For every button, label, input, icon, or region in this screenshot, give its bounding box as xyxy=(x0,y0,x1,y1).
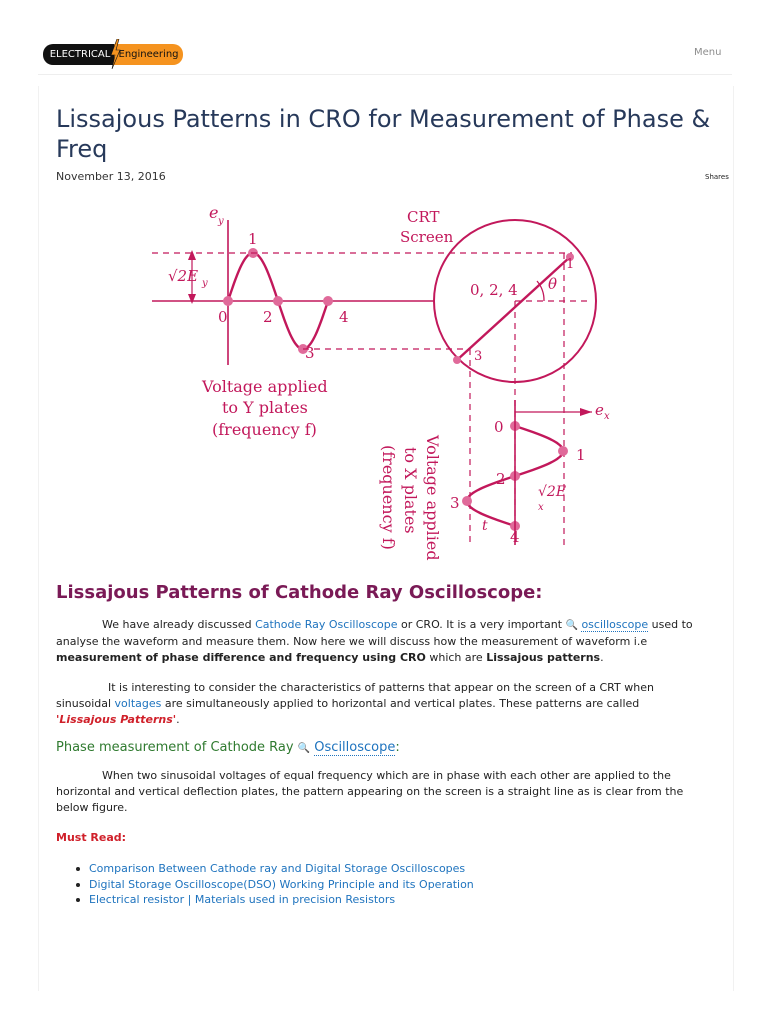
p1-bold-phase: measurement of phase difference and frequency using CRO xyxy=(56,651,426,664)
amplitude-y-subscript: y xyxy=(202,278,208,289)
related-link-3[interactable]: Electrical resistor | Materials used in precision Resistors xyxy=(89,893,396,906)
xwave-point-1 xyxy=(558,446,568,456)
crt-label-line2: Screen xyxy=(400,228,454,246)
lissajous-diagram xyxy=(152,200,612,565)
article-date: November 13, 2016 xyxy=(56,170,166,183)
p1-text-b: or CRO. It is a very important xyxy=(397,618,566,631)
wave-point-2 xyxy=(273,296,283,306)
link-voltages[interactable]: voltages xyxy=(114,697,162,710)
x-plates-label-2: to X plates xyxy=(401,447,420,534)
t-label: t xyxy=(482,518,488,534)
link-oscilloscope[interactable]: oscilloscope xyxy=(581,618,649,631)
crt-point-3 xyxy=(453,356,461,364)
ex-subscript: x xyxy=(604,411,610,422)
x-plates-label-1: Voltage applied xyxy=(423,435,442,561)
arrowhead-right-icon xyxy=(580,408,592,416)
wave-point-0 xyxy=(223,296,233,306)
list-item xyxy=(76,861,474,877)
amplitude-x-label: √2E xyxy=(538,484,567,500)
p1-text-c: used to analyse the waveform and measure them. Now here we will discuss how the measurement of waveform i.e xyxy=(56,618,693,648)
magnifier-icon: 🔍 xyxy=(297,743,311,754)
y-plates-label-2: to Y plates xyxy=(222,398,308,417)
amplitude-x-subscript: x xyxy=(538,502,544,513)
x-plates-label-3: (frequency f) xyxy=(379,445,398,550)
magnifier-icon: 🔍 xyxy=(565,620,578,631)
ey-subscript: y xyxy=(218,216,224,227)
crt-trace-line xyxy=(457,257,570,360)
site-header xyxy=(0,0,768,76)
lightning-bolt-icon xyxy=(109,39,121,69)
crt-label-3: 3 xyxy=(474,349,483,364)
phase-paragraph xyxy=(56,768,696,816)
p2-text-b: are simultaneously applied to horizontal and vertical plates. These patterns are called xyxy=(161,697,640,710)
section-heading: Lissajous Patterns of Cathode Ray Oscilloscope: xyxy=(56,582,543,603)
p1-text-d: which are xyxy=(425,651,487,664)
point-label-3: 3 xyxy=(305,344,315,362)
site-logo[interactable] xyxy=(43,44,183,65)
shares-counter[interactable]: Shares xyxy=(705,173,729,181)
theta-label: θ xyxy=(548,275,558,293)
link-oscilloscope-heading[interactable]: Oscilloscope xyxy=(314,740,396,755)
ex-label: e xyxy=(595,401,604,419)
amplitude-y-label: √2E xyxy=(168,267,199,285)
related-link-2[interactable]: Digital Storage Oscilloscope(DSO) Working Principle and its Operation xyxy=(89,877,474,891)
patterns-paragraph xyxy=(56,680,696,728)
logo-text-engineering: Engineering xyxy=(114,44,183,65)
point-label-1: 1 xyxy=(248,230,258,248)
intro-paragraph xyxy=(56,617,696,666)
wave-point-4 xyxy=(323,296,333,306)
list-item xyxy=(76,892,474,908)
crt-label-line1: CRT xyxy=(407,208,440,226)
xpoint-label-2: 2 xyxy=(496,470,506,488)
link-cathode-ray-oscilloscope[interactable]: Cathode Ray Oscilloscope xyxy=(255,618,398,631)
must-read-label: Must Read: xyxy=(56,831,127,844)
lissajous-patterns-term: 'Lissajous Patterns' xyxy=(56,713,177,726)
xpoint-label-3: 3 xyxy=(450,494,460,512)
p2-text-c: . xyxy=(176,713,180,726)
p3-text: When two sinusoidal voltages of equal frequency which are in phase with each other are applied to the horizontal and vertical deflection plates, the pattern appearing on the screen is a straight line as is clear from the below figure. xyxy=(56,769,684,814)
related-link-1[interactable]: Comparison Between Cathode ray and Digital Storage Oscilloscopes xyxy=(89,862,466,875)
logo-text-electrical: ELECTRICAL xyxy=(43,44,117,65)
subheading-colon: : xyxy=(395,740,400,755)
crt-label-1: 1 xyxy=(566,257,575,272)
xpoint-label-4: 4 xyxy=(510,528,520,546)
point-label-2: 2 xyxy=(263,308,273,326)
subheading-text: Phase measurement of Cathode Ray xyxy=(56,740,298,755)
xwave-point-3 xyxy=(462,496,472,506)
xpoint-label-0: 0 xyxy=(494,418,504,436)
xpoint-label-1: 1 xyxy=(576,446,586,464)
p1-text-a: We have already discussed xyxy=(102,618,256,631)
header-divider xyxy=(38,74,732,75)
arrowhead-up-icon xyxy=(188,250,196,260)
arrowhead-down-icon xyxy=(188,294,196,304)
center-label: 0, 2, 4 xyxy=(470,281,518,299)
ey-label: e xyxy=(209,203,219,222)
article-title: Lissajous Patterns in CRO for Measurement of Phase & Freq xyxy=(56,105,711,163)
related-links-list xyxy=(76,861,474,908)
y-plates-label-3: (frequency f) xyxy=(212,420,317,439)
y-plates-label-1: Voltage applied xyxy=(202,377,328,396)
p1-text-e: . xyxy=(600,651,604,664)
point-label-0: 0 xyxy=(218,308,228,326)
point-label-4: 4 xyxy=(339,308,349,326)
menu-button[interactable]: Menu xyxy=(694,47,722,58)
p2-text-a: It is interesting to consider the characteristics of patterns that appear on the screen of a CRT when sinusoidal xyxy=(56,681,654,710)
list-item xyxy=(76,877,474,893)
phase-subheading xyxy=(56,740,400,755)
p1-bold-lissajous: Lissajous patterns xyxy=(486,651,601,664)
